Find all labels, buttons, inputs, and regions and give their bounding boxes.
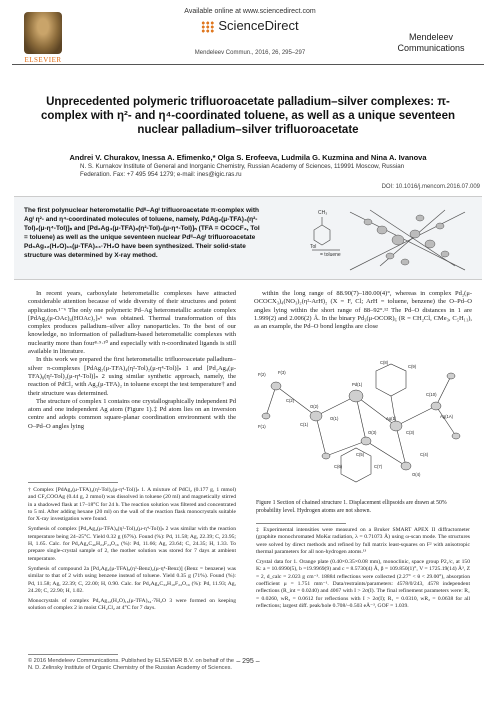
article-authors: Andrei V. Churakov, Inessa A. Efimenko,* Olga S. Erofeeva, Ludmila G. Kuzmina and Nina A. Ivanova <box>69 153 427 162</box>
crystal-structure-diagram <box>256 356 470 496</box>
atom-label: C(10) <box>426 392 437 397</box>
footnote-paragraph: Synthesis of compound 2a [Pd₂Ag₄(μ-TFA)₈(η²-Benz)₂(μ-η⁴-Benz)] (Benz = benzene) was similar to that of 2 with using benzene instead of toluene. Yield 0.35 g (71%). Found (%): Pd, 11.58; Ag, 22.39; C, 22.00; H, 0.90. Calc. for Pd₂Ag₄C₃₄H₁₈F₂₄O₁₆ (%): Pd, 11.93; Ag, 24.20; C, 22.90; H, 1.02. <box>28 565 236 594</box>
body-column-right <box>254 290 472 331</box>
graphic-toluene-label: = toluene <box>320 252 341 258</box>
article-affiliation: N. S. Kurnakov Institute of General and Inorganic Chemistry, Russian Academy of Sciences, 119991 Moscow, Russian Federation. Fax: +7 495 954 1279; e-mail: ines@igic.ras.ru <box>80 163 405 178</box>
footnote-paragraph: Crystal data for 1. Orange plate (0.40×0.35×0.08 mm), monoclinic, space group P2₁/c, at 150 K: a = 10.6990(5), b =19.9969(9) and c = 8.5730(4) Å, β = 109.850(1)°, V = 1725.19(14) Å³, Z = 2, d_calc = 2.023 g cm⁻³. 18884 reflections were collected (2.27° < θ < 29.00°), absorption coefficient μ = 1.751 mm⁻¹. Data/restraints/parameters: 4578/0/243, 4578 independent reflections (R_int = 0.0240) and 4067 with I > 2σ(I). The final refinement parameters were: R₁ = 0.0260, wR₂ = 0.0612 for reflections with I > 2σ(I); R₁ = 0.0310, wR₂ = 0.0638 for all reflections; largest diff. peak/hole 0.708/–0.503 eÅ⁻³, GOF = 1.039. <box>256 559 470 609</box>
elsevier-logo <box>18 12 68 64</box>
footnotes-right <box>256 527 470 613</box>
journal-citation: Mendeleev Commun., 2016, 26, 295–297 <box>194 50 306 56</box>
atom-label: C(3) <box>406 430 415 435</box>
body-paragraph: The structure of complex 1 contains one crystallographically independent Pd atom and one independent Ag atom (Figure 1).‡ Pd atom lies on an inversion centre and adopts common square-planar coordination environment with the O–Pd–O angles lying <box>28 397 236 430</box>
atom-label: C(9) <box>408 364 417 369</box>
page-number: – 295 – <box>236 658 260 665</box>
atom-label: C(2) <box>286 398 295 403</box>
graphic-formula-label: CH₃ <box>318 210 328 216</box>
graphic-tol-label: Tol <box>310 244 317 250</box>
sciencedirect-dots-icon <box>201 21 215 33</box>
figure-1 <box>256 356 470 496</box>
atom-label: Ag(1) <box>386 416 397 421</box>
body-paragraph: In recent years, carboxylate heterometallic complexes have attracted considerable attention because of wide diversity of their structures and potent application.¹⁻⁶ The only one polymeric Pd–Ag heterometallic acetate complex [PdAg₂(μ-OAc)₄(HOAc)₂]ₙ⁶ was obtained. Thermal transformation of this complex produces palladium–silver alloy nanoparticles. To the best of our knowledge, no information of palladium-based heterometallic complexes with nuclearity more than four⁸·⁹·¹⁰ and especially with π-coordinated ligands is still available in literature. <box>28 290 236 356</box>
footnote-divider-left <box>28 482 118 483</box>
available-online-text[interactable]: Available online at www.sciencedirect.com <box>184 8 316 15</box>
atom-label: C(8) <box>380 360 389 365</box>
body-paragraph: In this work we prepared the first heterometallic trifluoroacetate palladium–silver π-complexes [PdAg₂(μ-TFA)₄(η²-Tol)₂(μ-η⁴-Tol)]ₙ 1 and [Pd₂Ag₄(μ-TFA)₈(η²-Tol)₂(μ-η⁴-Tol)]ₙ 2 using similar synthetic approach, namely, the reaction of PdCl₂ with Ag₂(μ-TFA)₂ in toluene except the test temperature† and their structure was determined. <box>28 356 236 397</box>
footer-copyright: © 2016 Mendeleev Communications. Published by ELSEVIER B.V. on behalf of the N. D. Zelinsky Institute of Organic Chemistry of the Russian Academy of Sciences. <box>28 658 235 671</box>
atom-label: O(2) <box>310 404 319 409</box>
atom-label: C(5) <box>356 452 365 457</box>
footnote-paragraph: ‡ Experimental intensities were measured on a Bruker SMART APEX II diffractometer (graphite monochromated MoKα radiation, λ = 0.71073 Å) using ω-scan mode. The structures were solved by direct methods and refined by full matrix least-squares on F² with anisotropic thermal parameters for all non-hydrogen atoms.¹³ <box>256 527 470 555</box>
body-paragraph: within the long range of 88.90(7)–180.00(4)°, whereas in complex Pd₂(μ-OCOCX₃)₄(NO₃)₂(η²-ArH)₂ (X = F, Cl; ArH = toluene, benzene) the O–Pd–O angles lying within the short range of 88–92°.¹² The Pd–O distances in 1 are 1.999(2) and 2.006(2) Å. In the binary Pd₃(μ-OCOR)₆ (R = CH₂Cl, CMe₃, C₅H₁₁), as an example, the Pd–O bond lengths are close <box>254 290 472 331</box>
footnotes-left <box>28 487 236 616</box>
journal-line-2: Communications <box>397 43 465 53</box>
footnote-paragraph: Synthesis of complex [Pd₂Ag₄(μ-TFA)₈(η²-Tol)₂(μ-η⁴-Tol)]ₙ 2 was similar with the reaction temperature being 24–25°C. Yield 0.32 g (67%). Found (%): Pd, 11.58; Ag, 22.39; C, 23.95; H, 1.65. Calc. for Pd₂Ag₄C₄₆H₂₄F₂₄O₁₆ (%): Pd, 11.66; Ag, 23.64; C, 24.35; H, 1.33. To prepare single-crystal sample of 2, the mother solution was stored for 7 days at ambient temperature. <box>28 526 236 562</box>
footer-divider <box>28 654 118 655</box>
atom-label: C(1) <box>300 422 309 427</box>
sciencedirect-header <box>150 8 350 33</box>
atom-label: O(1) <box>330 416 339 421</box>
atom-label: Ag(1A) <box>440 414 454 419</box>
atom-label: F(2) <box>258 372 266 377</box>
footnote-paragraph: Monocrystals of complex Pd₅Ag₁₂(H₂O)₁₆(μ-TFA)₃₄·7H₂O 3 were formed on keeping solution of complex 2 in moist CH₂Cl₂ at 4°C for 7 days. <box>28 598 236 612</box>
elsevier-label: ELSEVIER <box>24 56 62 64</box>
atom-label: F(1) <box>258 424 266 429</box>
elsevier-tree-icon <box>24 12 62 54</box>
article-title: Unprecedented polymeric trifluoroacetate palladium–silver complexes: π-complex with η²- and η⁴-coordinated toluene, as well as a unique seventeen nuclear palladium–silver trifluoroacetate <box>40 96 456 136</box>
body-column-left <box>28 290 236 431</box>
graphical-abstract-structure <box>280 200 470 274</box>
graphical-abstract <box>280 200 470 274</box>
footnote-divider-right <box>256 523 346 524</box>
sciencedirect-logo[interactable] <box>150 18 350 33</box>
atom-label: F(3) <box>278 370 286 375</box>
header-divider <box>12 64 484 65</box>
journal-name <box>376 32 486 54</box>
atom-label: C(7) <box>374 464 383 469</box>
atom-label: Pd(1) <box>352 382 363 387</box>
sciencedirect-label: ScienceDirect <box>218 18 299 33</box>
figure-1-caption: Figure 1 Section of chained structure 1. Displacement ellipsoids are drawn at 50% probability level. Hydrogen atoms are not shown. <box>256 500 447 514</box>
atom-label: C(6) <box>334 464 343 469</box>
journal-line-1: Mendeleev <box>408 32 454 42</box>
atom-label: C(4) <box>420 452 429 457</box>
atom-label: O(4) <box>412 472 421 477</box>
abstract-text: The first polynuclear heterometallic Pdᴵᴵ–Agᴵ trifluoroacetate π-complex with Agᴵ η²- and η⁴-coordinated molecules of toluene, namely, PdAg₂(μ-TFA)₄(η²-Tol)₂(μ-η⁴-Tol)]ₙ and [Pd₂Ag₄(μ-TFA)₈(η²-Tol)₂(μ-η⁴-Tol)]ₙ (TFA = OCOCF₃, Tol = toluene) as well as the unique seventeen nuclear Pdᴵᴵ–Agᴵ trifluoroacetate Pd₅Ag₁₂(H₂O)₁₆(μ-TFA)₃₄·7H₂O have been synthesized. Their solid-state structure was determined by X-ray method. <box>24 207 260 259</box>
footnote-paragraph: † Complex [PdAg₂(μ-TFA)₄(η²-Tol)₂(μ-η⁴-Tol)]ₙ 1. A mixture of PdCl₂ (0.177 g, 1 mmol) and CF₃COOAg (0.44 g, 2 mmol) was dissolved in toluene (20 ml) and magnetically stirred in a shadowed flask at 17–18°C for 24 h. The reaction solution was filtered and concentrated to 5 ml. After adding hexane (20 ml) on the wall of the reaction flask monocrystals suitable for X-ray investigation were found. <box>28 487 236 523</box>
article-doi[interactable]: DOI: 10.1016/j.mencom.2016.07.009 <box>381 184 480 190</box>
atom-label: O(3) <box>368 430 377 435</box>
